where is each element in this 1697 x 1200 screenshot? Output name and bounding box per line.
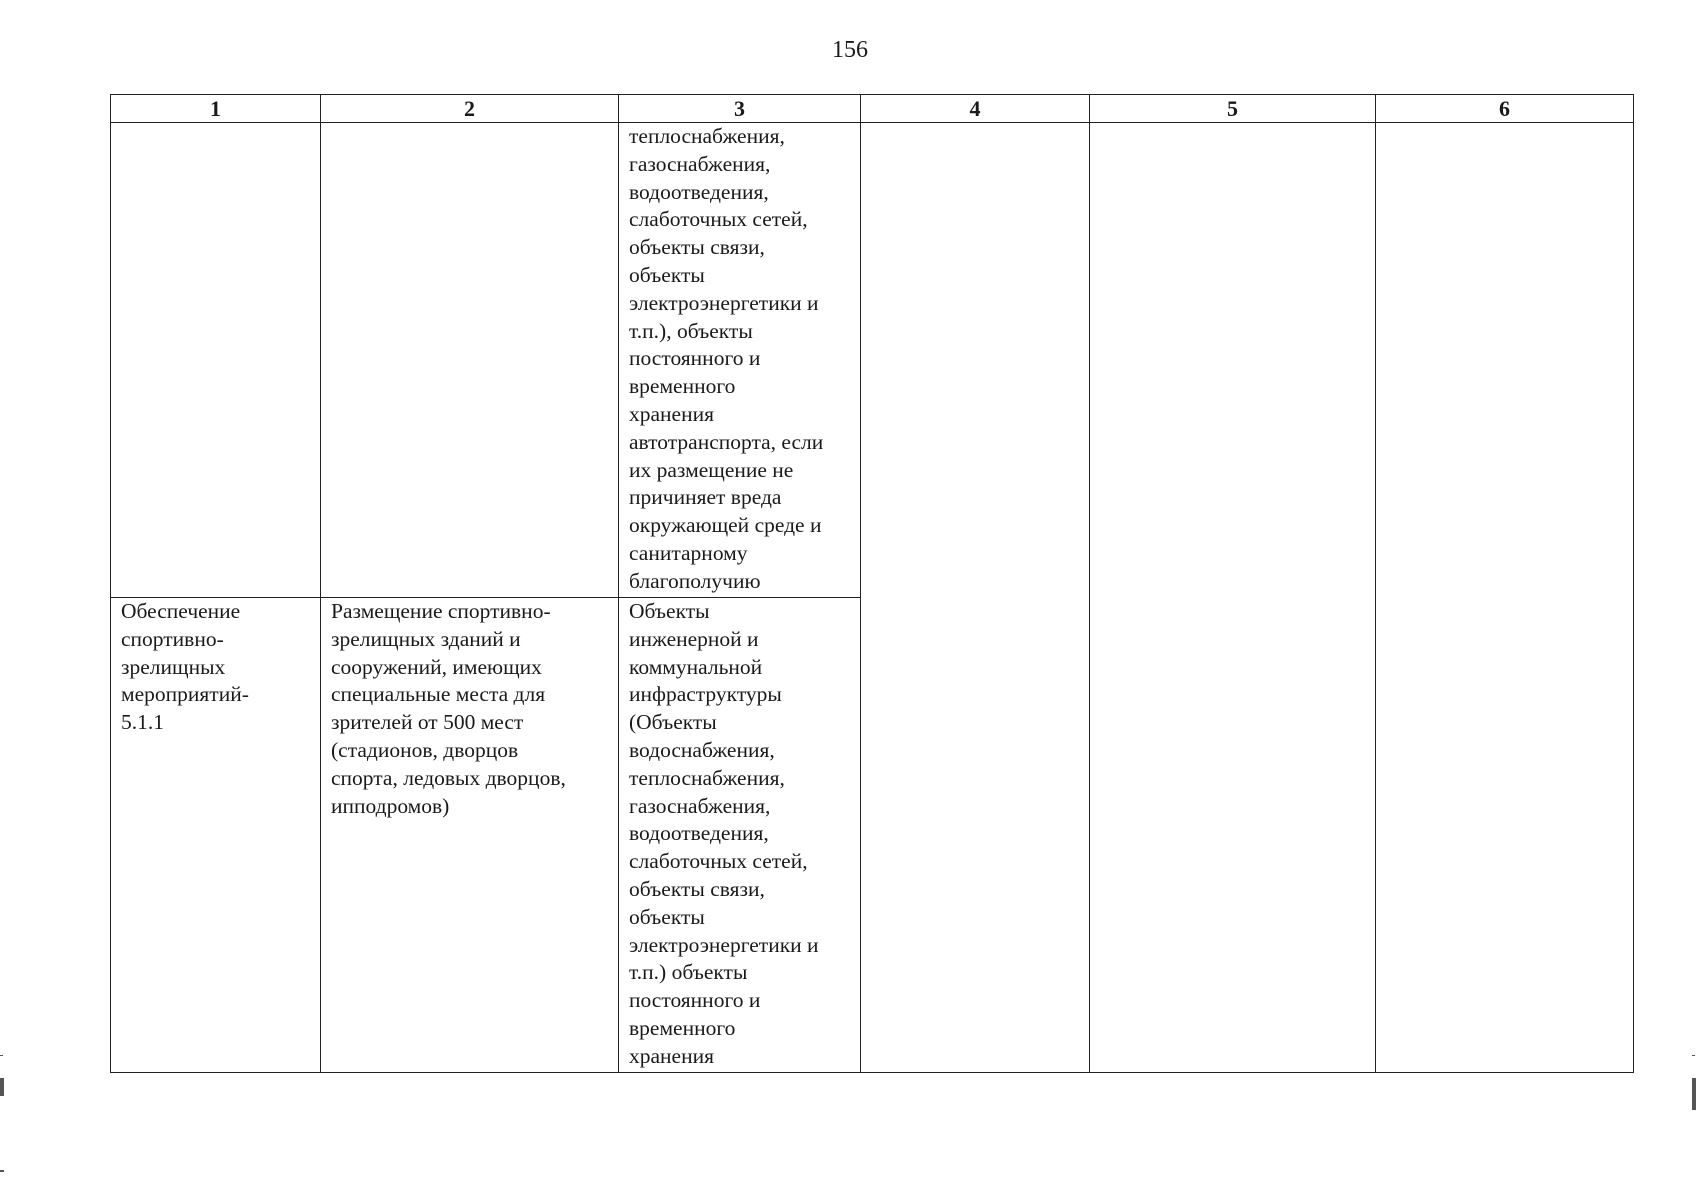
cell-text-line: теплоснабжения, <box>629 124 785 148</box>
header-col-2: 2 <box>321 95 619 123</box>
header-col-5: 5 <box>1090 95 1376 123</box>
cell-text-line: инфраструктуры <box>629 682 782 707</box>
cell-col1 <box>111 123 321 598</box>
cell-text-line: мероприятий- <box>121 682 249 707</box>
cell-text-line: (стадионов, дворцов <box>331 737 519 762</box>
cell-text-line: зрелищных зданий и <box>331 626 521 651</box>
cell-text-line: коммунальной <box>629 654 763 679</box>
cell-text-line: инженерной и <box>629 626 759 651</box>
cell-text-line: хранения <box>629 401 714 426</box>
cell-text-line: санитарному <box>629 540 748 565</box>
cell-text-line: Обеспечение <box>121 599 241 623</box>
cell-text-line: слаботочных сетей, <box>629 207 808 232</box>
cell-text-line: объекты связи, <box>629 876 765 901</box>
cell-col3 <box>619 598 861 1073</box>
header-col-4: 4 <box>861 95 1090 123</box>
scan-artifact-right <box>1692 1055 1695 1056</box>
scan-artifact-left <box>0 1170 4 1172</box>
cell-text-line: хранения <box>629 1043 714 1068</box>
cell-text-line: постоянного и <box>629 346 761 371</box>
cell-text-line: спортивно- <box>121 626 224 651</box>
cell-text-line: сооружений, имеющих <box>331 654 542 679</box>
cell-col1 <box>111 598 321 1073</box>
header-row <box>111 95 1634 123</box>
cell-text-line: окружающей среде и <box>629 513 822 538</box>
cell-text-line: водоснабжения, <box>629 737 775 762</box>
cell-col2 <box>321 123 619 598</box>
cell-text-line: слаботочных сетей, <box>629 849 808 874</box>
cell-col4 <box>861 123 1090 1073</box>
header-col-6: 6 <box>1376 95 1634 123</box>
cell-text-line: объекты <box>629 262 705 287</box>
cell-text-line: водоотведения, <box>629 179 769 204</box>
cell-col5 <box>1090 123 1376 1073</box>
cell-text-line: т.п.) объекты <box>629 960 748 985</box>
cell-text-line: газоснабжения, <box>629 151 771 176</box>
cell-text-line: газоснабжения, <box>629 793 771 818</box>
cell-text-line: 5.1.1 <box>121 710 164 735</box>
cell-text-line: (Объекты <box>629 710 717 735</box>
cell-text-line: спорта, ледовых дворцов, <box>331 765 566 790</box>
cell-col3 <box>619 123 861 598</box>
cell-text-line: водоотведения, <box>629 821 769 846</box>
header-col-3: 3 <box>619 95 861 123</box>
header-col-1: 1 <box>111 95 321 123</box>
table-row <box>111 123 1634 598</box>
cell-col6 <box>1376 123 1634 1073</box>
cell-text-line: объекты <box>629 904 705 929</box>
page-number: 156 <box>832 37 868 63</box>
cell-text-line: временного <box>629 1015 736 1040</box>
scan-artifact-left <box>0 1078 4 1096</box>
cell-text-line: электроэнергетики и <box>629 932 819 957</box>
cell-text-line: зрителей от 500 мест <box>331 710 524 735</box>
cell-text-line: автотранспорта, если <box>629 429 824 454</box>
cell-text-line: временного <box>629 374 736 399</box>
scan-artifact-left <box>0 1055 3 1056</box>
document-table <box>110 94 1634 1073</box>
cell-col2 <box>321 598 619 1073</box>
cell-text-line: Объекты <box>629 599 710 623</box>
cell-text-line: специальные места для <box>331 682 546 707</box>
cell-text-line: благополучию <box>629 568 761 593</box>
cell-text-line: Размещение спортивно- <box>331 599 551 623</box>
cell-text-line: их размещение не <box>629 457 794 482</box>
cell-text-line: объекты связи, <box>629 235 765 260</box>
cell-text-line: причиняет вреда <box>629 485 782 510</box>
cell-text-line: электроэнергетики и <box>629 290 819 315</box>
cell-text-line: ипподромов) <box>331 793 450 818</box>
cell-text-line: зрелищных <box>121 654 226 679</box>
cell-text-line: постоянного и <box>629 988 761 1013</box>
cell-text-line: т.п.), объекты <box>629 318 753 343</box>
cell-text-line: теплоснабжения, <box>629 765 785 790</box>
scan-artifact-right <box>1692 1078 1696 1110</box>
